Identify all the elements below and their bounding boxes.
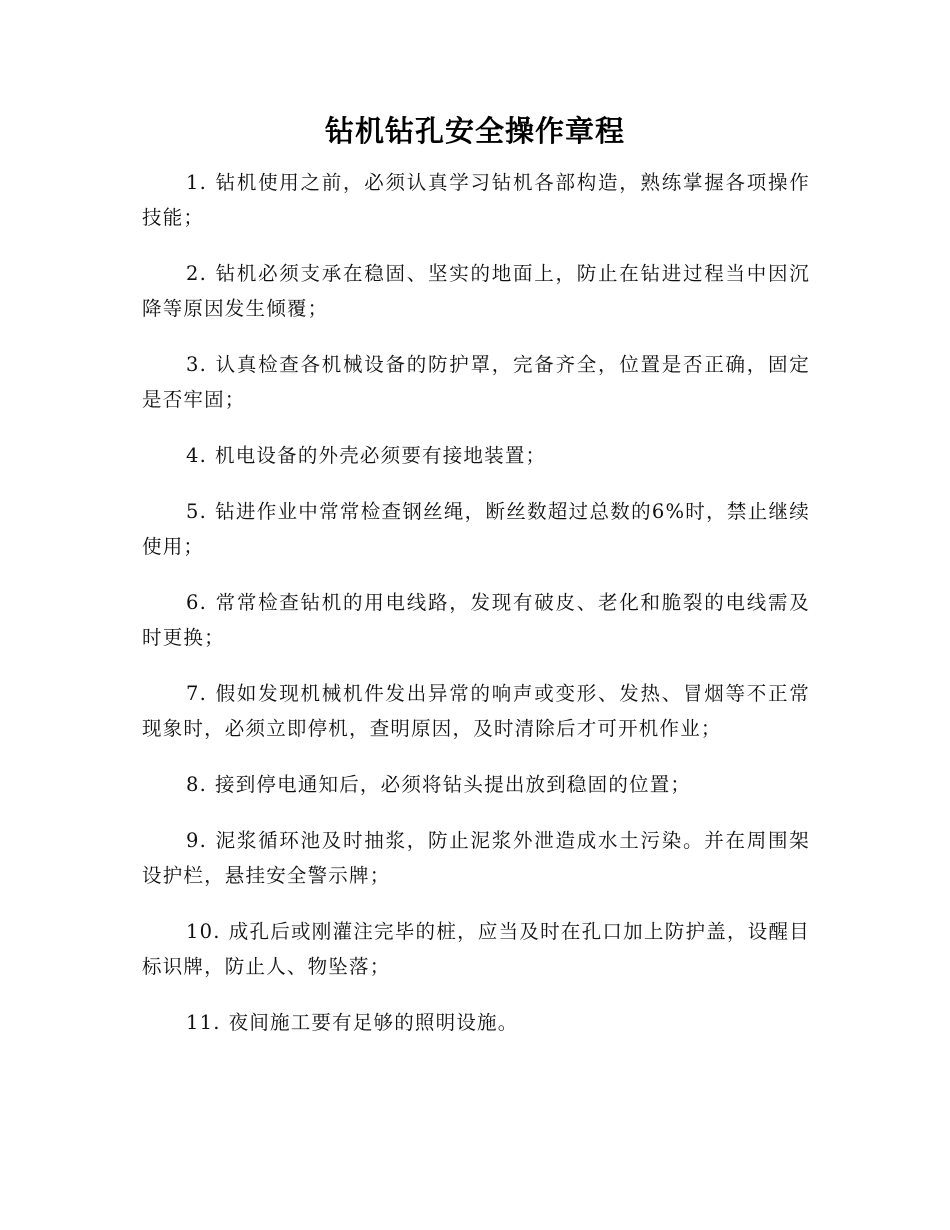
item-text: 常常检查钻机的用电线路，发现有破皮、老化和脆裂的电线需及时更换； [142, 591, 810, 649]
item-text: 成孔后或刚灌注完毕的桩，应当及时在孔口加上防护盖，设醒目标识牌，防止人、物坠落； [142, 920, 810, 978]
list-item [142, 347, 810, 417]
list-item [142, 494, 810, 564]
list-item [142, 767, 810, 802]
item-text: 认真检查各机械设备的防护罩，完备齐全，位置是否正确，固定是否牢固； [142, 353, 810, 411]
item-text: 钻进作业中常常检查钢丝绳，断丝数超过总数的6%时，禁止继续使用； [142, 500, 810, 558]
item-number: 8. [186, 773, 208, 796]
list-item [142, 914, 810, 984]
list-item [142, 165, 810, 235]
item-number: 2. [186, 262, 208, 285]
item-text: 泥浆循环池及时抽浆，防止泥浆外泄造成水土污染。并在周围架设护栏，悬挂安全警示牌； [142, 829, 810, 887]
item-number: 4. [186, 444, 208, 467]
item-text: 机电设备的外壳必须要有接地装置； [215, 444, 547, 467]
list-item [142, 256, 810, 326]
list-item [142, 585, 810, 655]
item-text: 夜间施工要有足够的照明设施。 [228, 1011, 519, 1034]
item-number: 10. [186, 920, 221, 943]
list-item [142, 823, 810, 893]
item-number: 5. [186, 500, 208, 523]
item-text: 接到停电通知后，必须将钻头提出放到稳固的位置； [215, 773, 692, 796]
item-number: 11. [186, 1011, 221, 1034]
item-number: 3. [186, 353, 208, 376]
item-number: 7. [186, 682, 208, 705]
list-item [142, 438, 810, 473]
item-number: 6. [186, 591, 208, 614]
document-body [142, 165, 810, 1061]
list-item [142, 1005, 810, 1040]
item-text: 假如发现机械机件发出异常的响声或变形、发热、冒烟等不正常现象时，必须立即停机，查明原因，及时清除后才可开机作业； [142, 682, 810, 740]
item-number: 9. [186, 829, 208, 852]
item-text: 钻机必须支承在稳固、坚实的地面上，防止在钻进过程当中因沉降等原因发生倾覆； [142, 262, 810, 320]
list-item [142, 676, 810, 746]
item-number: 1. [186, 171, 208, 194]
item-text: 钻机使用之前，必须认真学习钻机各部构造，熟练掌握各项操作技能； [142, 171, 810, 229]
document-title: 钻机钻孔安全操作章程 [324, 114, 625, 148]
